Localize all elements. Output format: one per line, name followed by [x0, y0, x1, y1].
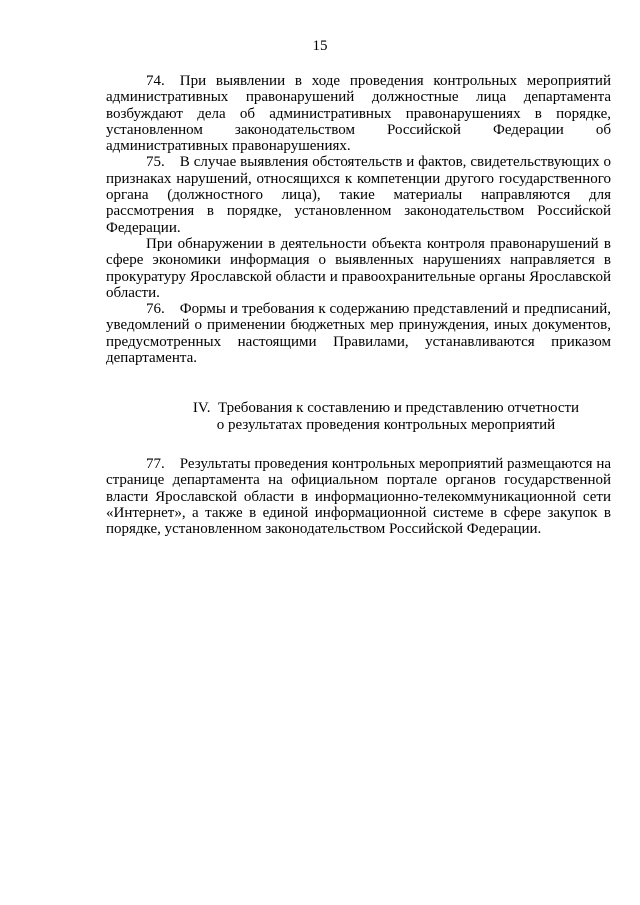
section-heading-line-1: IV. Требования к составлению и представлению отчетности	[192, 400, 580, 416]
paragraph-76: 76. Формы и требования к содержанию представлений и предписаний, уведомлений о применении бюджетных мер принуждения, иных документов, предусмотренных настоящими Правилами, устанавливаются приказом департамента.	[106, 301, 611, 367]
page-number: 15	[312, 38, 328, 54]
paragraph-74: 74. При выявлении в ходе проведения контрольных мероприятий административных правонарушений должностные лица департамента возбуждают дела об административных правонарушениях в порядке, установленном законодательством Российской Федерации об административных правонарушениях.	[106, 73, 611, 155]
paragraph-75: 75. В случае выявления обстоятельств и фактов, свидетельствующих о признаках нарушений, относящихся к компетенции другого государственного органа (должностного лица), такие материалы направляются для рассмотрения в порядке, установленном законодательством Российской Федерации.	[106, 154, 611, 236]
paragraph-75-continuation: При обнаружении в деятельности объекта контроля правонарушений в сфере экономики информация о выявленных нарушениях направляется в прокуратуру Ярославской области и правоохранительные органы Ярославской области.	[106, 235, 611, 301]
section-heading-line-2: о результатах проведения контрольных мероприятий	[216, 416, 556, 433]
paragraph-block-top	[106, 73, 611, 366]
paragraph-77: 77. Результаты проведения контрольных мероприятий размещаются на странице департамента на официальном портале органов государственной власти Ярославской области в информационно-телекоммуникационной сети «Интернет», а также в единой информационной системе в сфере закупок в порядке, установленном законодательством Российской Федерации.	[106, 456, 612, 538]
paragraph-block-bottom	[106, 456, 611, 537]
section-heading	[106, 400, 640, 433]
